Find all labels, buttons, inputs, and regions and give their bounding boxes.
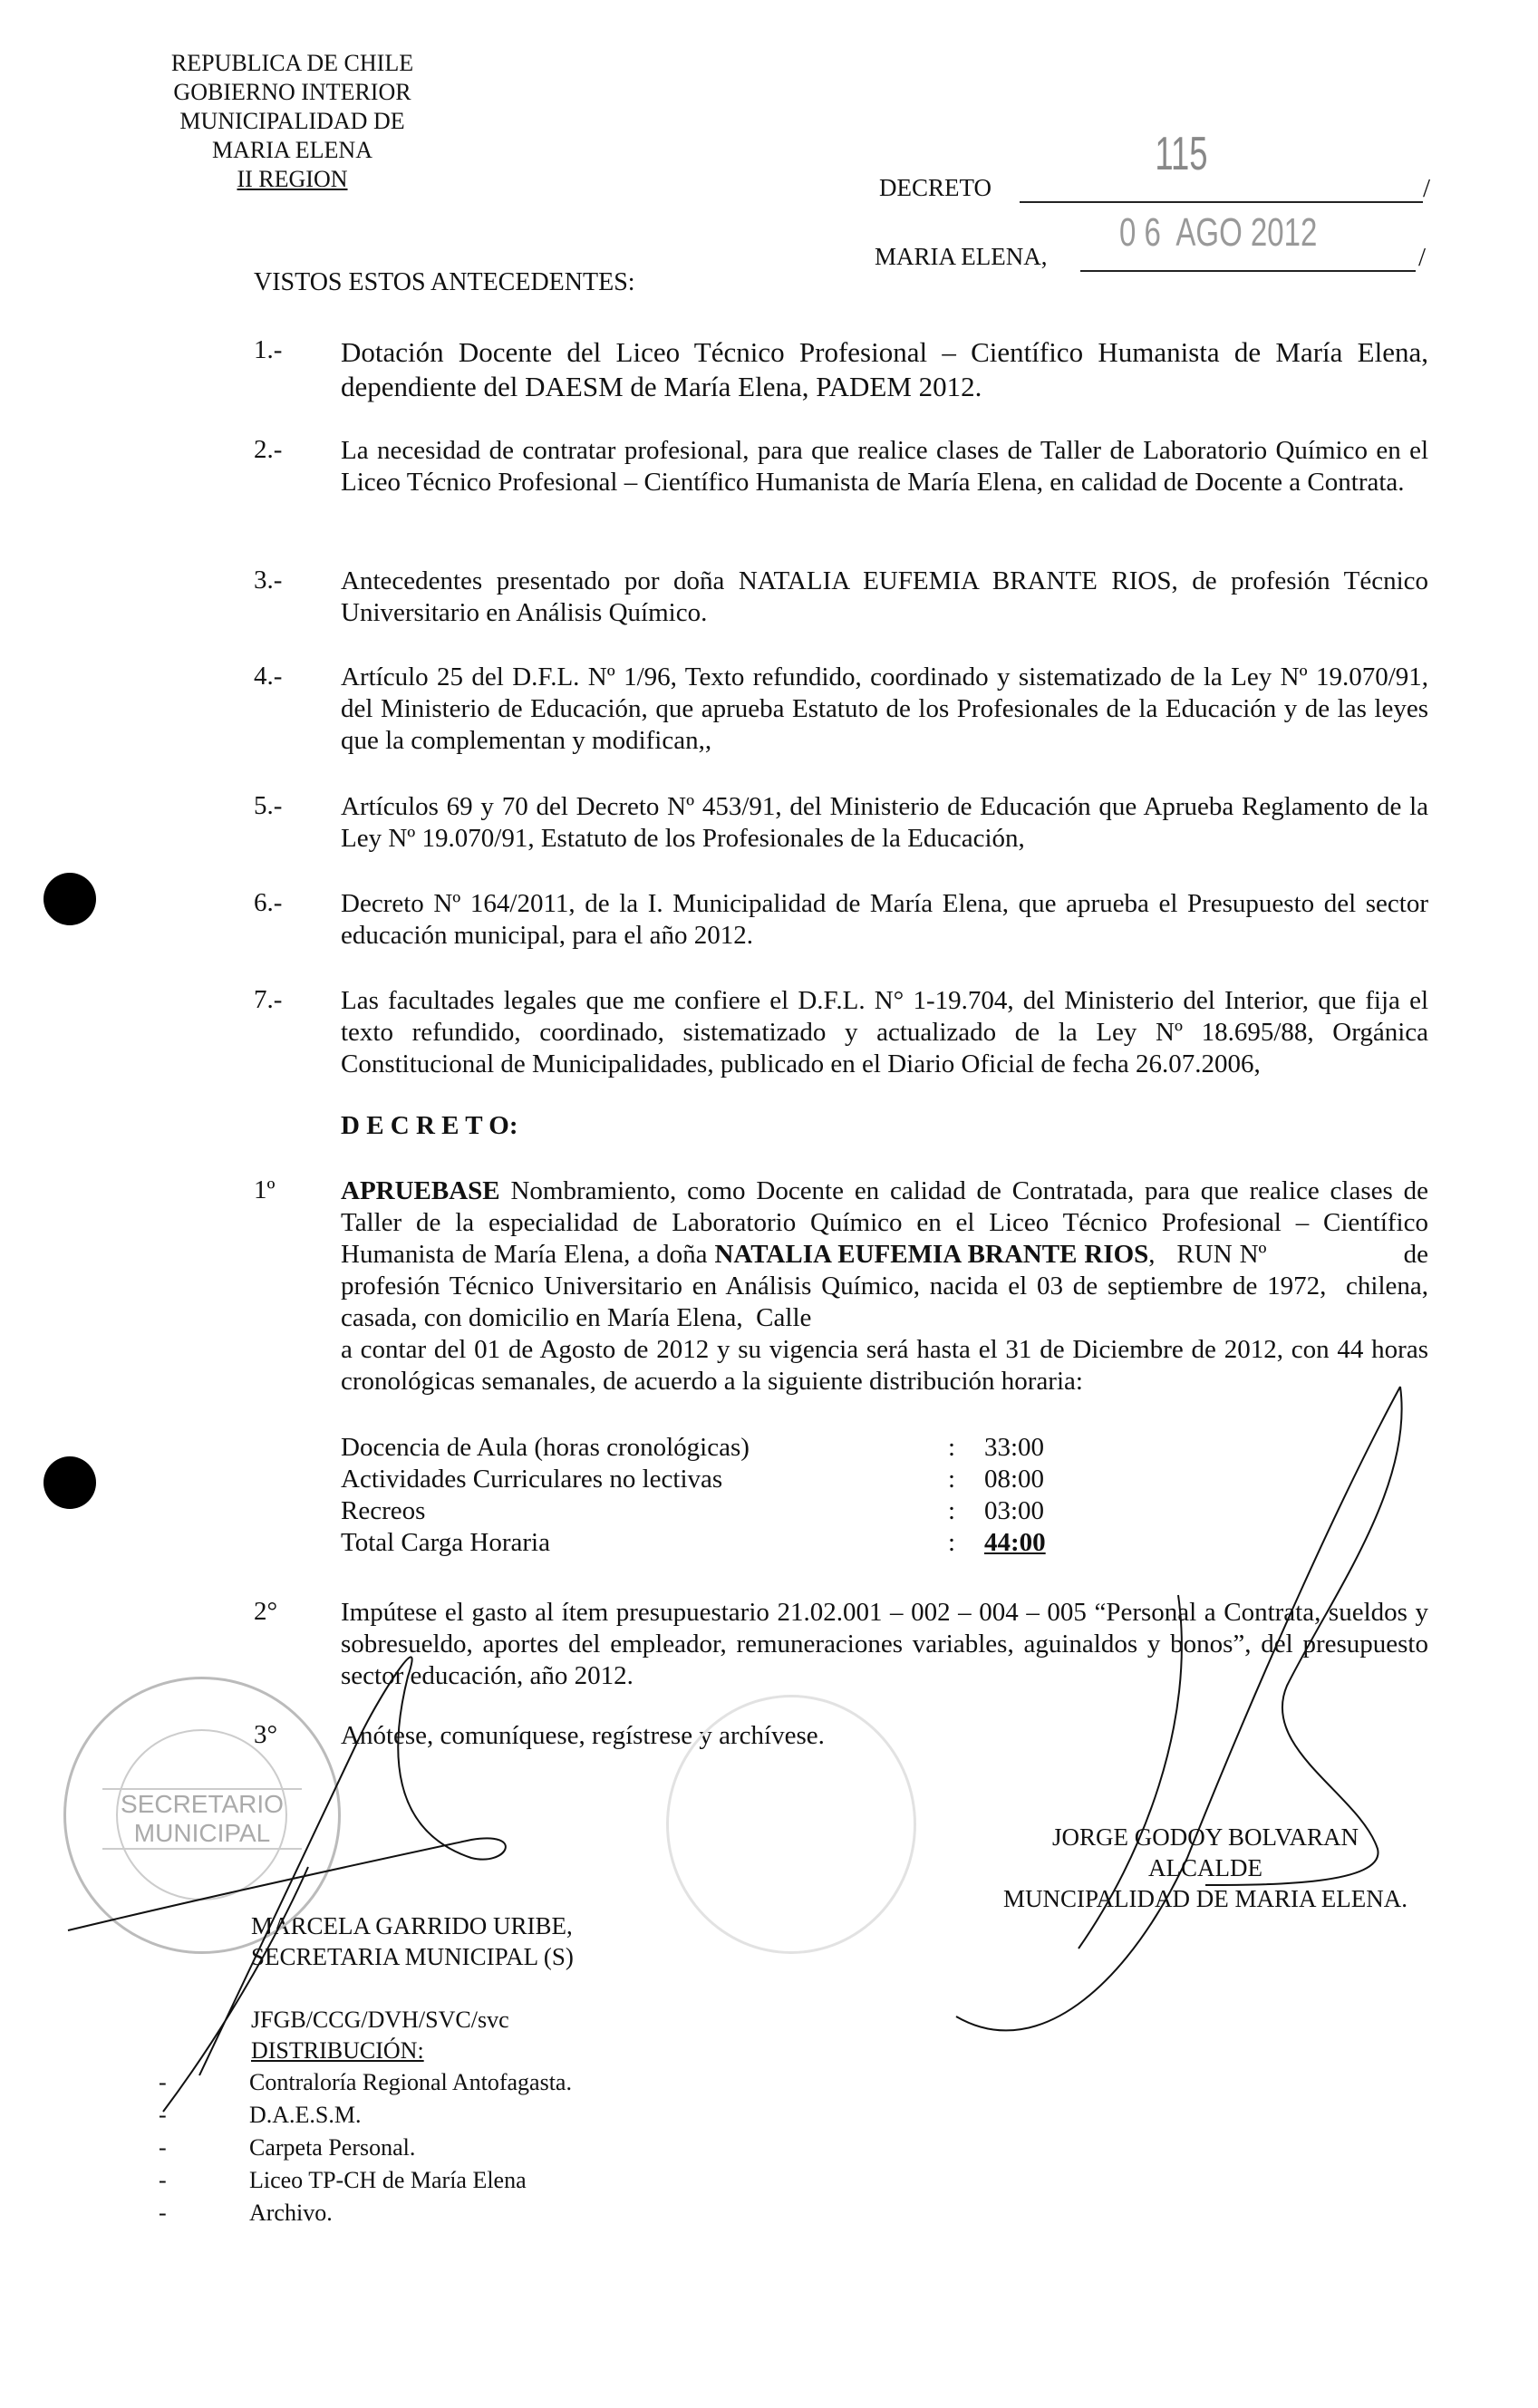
date-stamp: 0 6 AGO 2012 — [1119, 210, 1318, 255]
mayor-signature — [956, 1387, 1402, 2030]
distribution-heading: DISTRIBUCIÓN: — [251, 2037, 424, 2064]
list-item: - Archivo. — [159, 2200, 333, 2226]
item-number: 1.- — [254, 335, 283, 364]
item-text: Artículos 69 y 70 del Decreto Nº 453/91, del Ministerio de Educación que Aprueba Reglamento de la Ley Nº 19.070/91, Estatuto de los Profesionales de la Educación, — [341, 792, 1428, 853]
item-text: Artículo 25 del D.F.L. Nº 1/96, Texto refundido, coordinado y sistematizado de la Ley Nº 19.070/91, del Ministerio de Educación, que aprueba Estatuto de los Profesionales de la Educación y de las leyes que la complementan y modifican,, — [341, 662, 1428, 755]
mayor-title: ALCALDE — [1148, 1854, 1262, 1881]
letterhead-line: II REGION — [237, 166, 348, 192]
list-item: - Liceo TP-CH de María Elena — [159, 2167, 527, 2193]
initials: JFGB/CCG/DVH/SVC/svc — [251, 2007, 509, 2033]
article-3-text: Anótese, comuníquese, regístrese y archívese. — [341, 1721, 825, 1750]
list-item-label: Archivo. — [249, 2200, 333, 2226]
colon: : — [948, 1528, 956, 1557]
decreto-heading: D E C R E T O: — [341, 1111, 518, 1140]
schedule-label: Recreos — [341, 1496, 426, 1525]
schedule-value: 33:00 — [984, 1433, 1045, 1462]
schedule-total: 44:00 — [984, 1528, 1046, 1557]
secretary-title: SECRETARIA MUNICIPAL (S) — [251, 1943, 574, 1970]
item-text: Antecedentes presentado por doña NATALIA EUFEMIA BRANTE RIOS, de profesión Técnico Universitario en Análisis Químico. — [341, 566, 1428, 627]
text: Nombramiento, como Docente en calidad de Contratada, para que realice clases de Taller de la especialidad de Laboratorio Químico en el Liceo Técnico Profesional – Científico Humanista de María Elena, a doña — [341, 1176, 1428, 1269]
item-number: 4.- — [254, 662, 283, 691]
decree-label: DECRETO — [879, 174, 992, 201]
list-item: - D.A.E.S.M. — [159, 2102, 362, 2128]
item-text: Dotación Docente del Liceo Técnico Profesional – Científico Humanista de María Elena, dependiente del DAESM de María Elena, PADEM 2012. — [341, 336, 1428, 402]
schedule-value: 08:00 — [984, 1465, 1045, 1494]
item-text: Decreto Nº 164/2011, de la I. Municipalidad de María Elena, que aprueba el Presupuesto del sector educación municipal, para el año 2012. — [341, 889, 1428, 950]
bold-term: APRUEBASE — [341, 1176, 500, 1205]
article-2-text: Impútese el gasto al ítem presupuestario 21.02.001 – 002 – 004 – 005 “Personal a Contrata, sueldos y sobresueldo, aportes del empleador, remuneraciones variables, aguinaldos y bonos”, del presupuesto sector educación, año 2012. — [341, 1598, 1428, 1690]
article-number: 1º — [254, 1175, 276, 1204]
article-1-text-cont: a contar del 01 de Agosto de 2012 y su vigencia será hasta el 31 de Diciembre de 2012, con 44 horas cronológicas semanales, de acuerdo a la siguiente distribución horaria: — [341, 1335, 1428, 1396]
article-number: 2° — [254, 1597, 278, 1626]
schedule-value: 03:00 — [984, 1496, 1045, 1525]
place-label: MARIA ELENA, — [875, 243, 1048, 270]
secretary-signature — [68, 1657, 506, 2112]
vistos-heading: VISTOS ESTOS ANTECEDENTES: — [254, 268, 635, 296]
colon: : — [948, 1433, 956, 1462]
mayor-org: MUNCIPALIDAD DE MARIA ELENA. — [1002, 1885, 1407, 1912]
letterhead-line: GOBIERNO INTERIOR — [173, 79, 411, 105]
slash: / — [1418, 243, 1427, 272]
list-item: - Carpeta Personal. — [159, 2134, 416, 2161]
item-number: 3.- — [254, 566, 283, 595]
colon: : — [948, 1496, 956, 1525]
item-number: 7.- — [254, 985, 283, 1014]
item-number: 6.- — [254, 888, 283, 917]
letterhead-line: MUNICIPALIDAD DE — [179, 108, 405, 134]
stamp-text: MUNICIPAL — [133, 1819, 271, 1847]
list-item-label: Contraloría Regional Antofagasta. — [249, 2069, 572, 2095]
item-text: Las facultades legales que me confiere el D.F.L. N° 1-19.704, del Ministerio del Interior, que fija el texto refundido, coordinado, sistematizado y actualizado de la Ley Nº 18.695/88, Orgánica Constitucional de Municipalidades, publicado en el Diario Oficial de fecha 26.07.2006, — [341, 986, 1428, 1078]
list-item: - Contraloría Regional Antofagasta. — [159, 2069, 572, 2095]
article-number: 3° — [254, 1720, 278, 1749]
secretary-name: MARCELA GARRIDO URIBE, — [251, 1912, 573, 1939]
letterhead-line: MARIA ELENA — [212, 137, 372, 163]
item-number: 2.- — [254, 435, 283, 464]
item-text: La necesidad de contratar profesional, para que realice clases de Taller de Laboratorio Químico en el Liceo Técnico Profesional – Científico Humanista de María Elena, en calidad de Docente a Contrata. — [341, 436, 1428, 497]
mayor-name: JORGE GODOY BOLVARAN — [1051, 1823, 1359, 1851]
text: , RUN Nº de profesión Técnico Universitario en Análisis Químico, nacida el 03 de septiembre de 1972, chilena, casada, con domicilio en María Elena, Calle — [341, 1240, 1442, 1332]
item-number: 5.- — [254, 791, 283, 820]
letterhead-line: REPUBLICA DE CHILE — [170, 50, 414, 76]
list-item-label: Carpeta Personal. — [249, 2134, 416, 2161]
list-item-label: D.A.E.S.M. — [249, 2102, 362, 2128]
slash: / — [1423, 174, 1431, 203]
stamp-text: SECRETARIO — [121, 1790, 284, 1818]
decree-number-stamp: 115 — [1155, 128, 1208, 180]
schedule-label: Actividades Curriculares no lectivas — [341, 1465, 723, 1494]
person-name: NATALIA EUFEMIA BRANTE RIOS — [714, 1240, 1149, 1269]
schedule-label: Total Carga Horaria — [341, 1528, 550, 1557]
list-item-label: Liceo TP-CH de María Elena — [249, 2167, 527, 2193]
colon: : — [948, 1465, 956, 1494]
schedule-label: Docencia de Aula (horas cronológicas) — [341, 1433, 750, 1462]
